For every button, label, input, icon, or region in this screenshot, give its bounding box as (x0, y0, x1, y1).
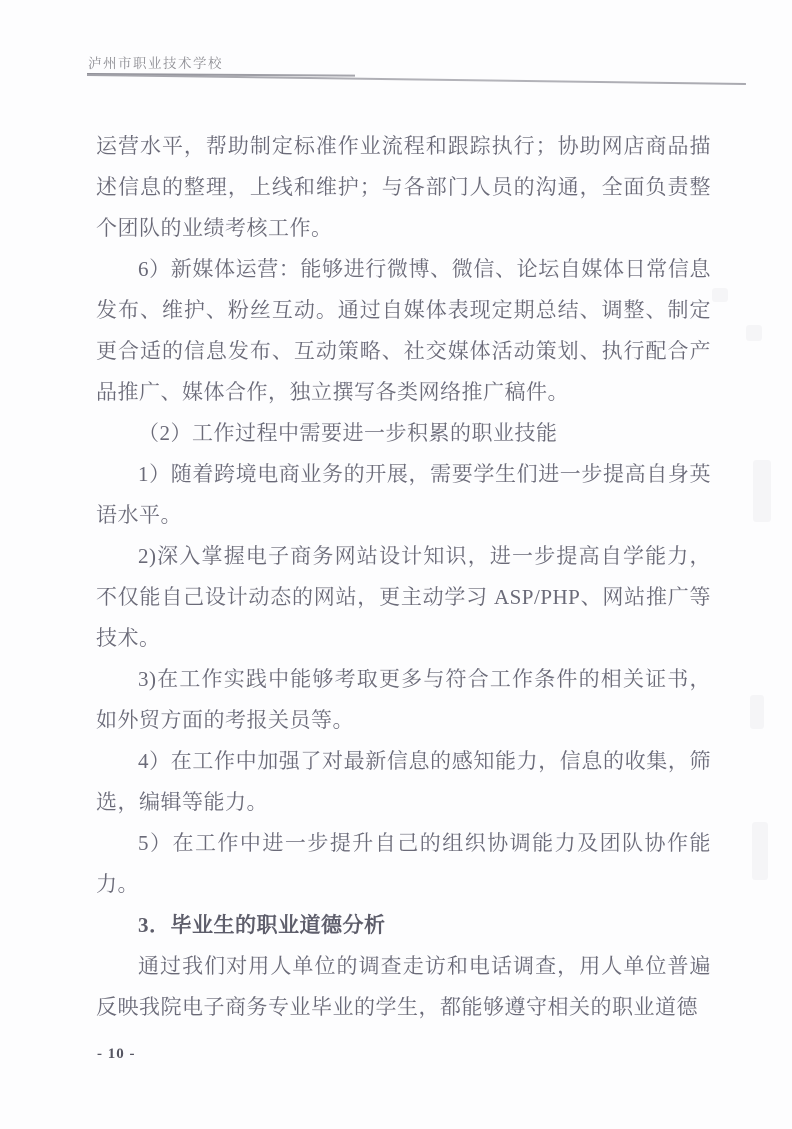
paragraph: 6）新媒体运营：能够进行微博、微信、论坛自媒体日常信息发布、维护、粉丝互动。通过自媒体表现定期总结、调整、制定更合适的信息发布、互动策略、社交媒体活动策划、执行配合产品推广、媒体合作，独立撰写各类网络推广稿件。 (96, 257, 711, 404)
paragraph: （2）工作过程中需要进一步积累的职业技能 (138, 421, 558, 445)
page-number: - 10 - (97, 1046, 136, 1062)
paragraph: 2)深入掌握电子商务网站设计知识，进一步提高自学能力，不仅能自己设计动态的网站，更主动学习 ASP/PHP、网站推广等技术。 (96, 544, 711, 650)
paragraph: 1）随着跨境电商业务的开展，需要学生们进一步提高自身英语水平。 (96, 462, 711, 527)
scan-smudge (752, 822, 768, 880)
paragraph: 5）在工作中进一步提升自己的组织协调能力及团队协作能力。 (96, 831, 711, 896)
paragraph: 运营水平，帮助制定标准作业流程和跟踪执行；协助网店商品描述信息的整理，上线和维护；与各部门人员的沟通，全面负责整个团队的业绩考核工作。 (96, 134, 711, 240)
paragraph: 3)在工作实践中能够考取更多与符合工作条件的相关证书，如外贸方面的考报关员等。 (96, 667, 711, 732)
scan-smudge (712, 288, 728, 302)
scan-smudge (746, 325, 762, 341)
scan-smudge (750, 695, 764, 729)
paragraph: 通过我们对用人单位的调查走访和电话调查，用人单位普遍反映我院电子商务专业毕业的学生，都能够遵守相关的职业道德 (96, 954, 711, 1019)
paragraph: 4）在工作中加强了对最新信息的感知能力，信息的收集，筛选，编辑等能力。 (96, 749, 711, 814)
header-school-name: 泸州市职业技术学校 (88, 56, 223, 71)
paragraph: 3．毕业生的职业道德分析 (138, 913, 386, 937)
header-rule-light (87, 74, 746, 84)
scan-smudge (753, 460, 771, 522)
document-body (96, 126, 711, 1028)
